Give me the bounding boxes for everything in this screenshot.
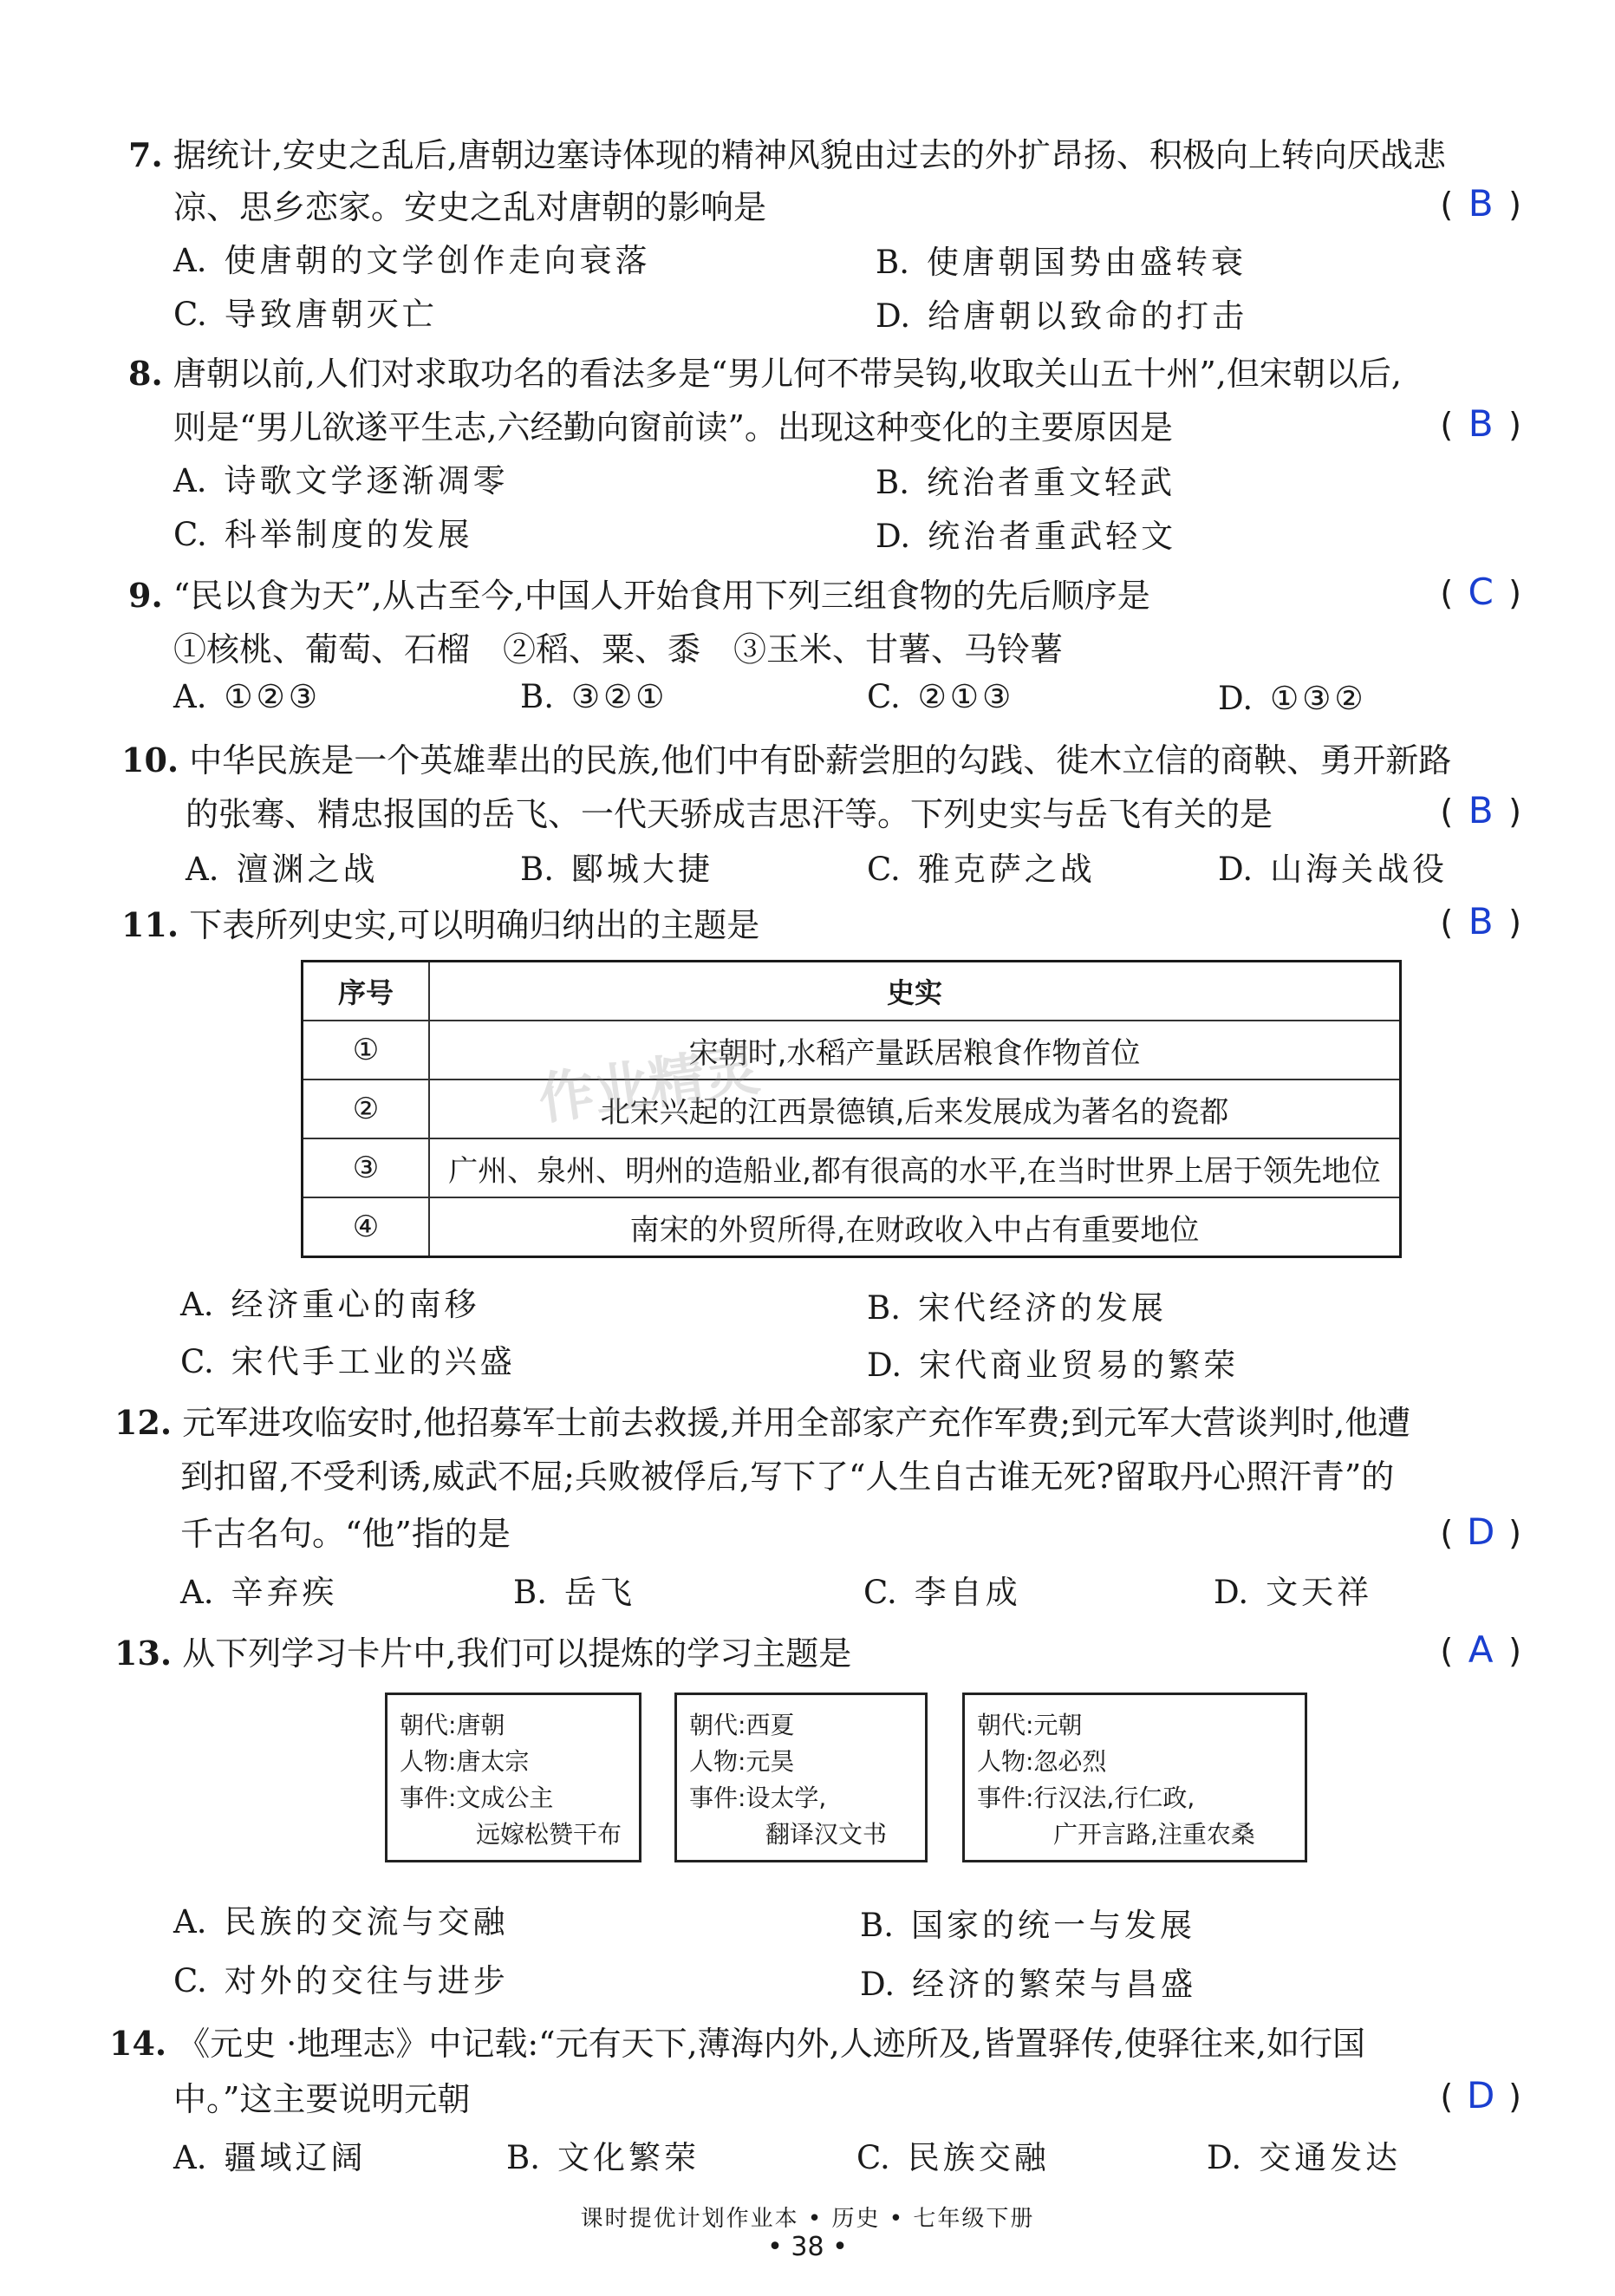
q7-answer: ( B )	[1440, 182, 1521, 225]
q14-option-c: C. 民族交融	[856, 2139, 1050, 2176]
q12-line3: 千古名句。“他”指的是	[180, 1515, 511, 1553]
card-dynasty: 朝代:元朝	[977, 1711, 1083, 1739]
card-event-cont: 广开言路,注重农桑	[1053, 1820, 1255, 1849]
q12-option-d: D. 文天祥	[1214, 1574, 1373, 1611]
q8-option-b: B. 统治者重文轻武	[876, 464, 1175, 501]
q8-answer-letter: B	[1468, 402, 1494, 445]
q14-answer: ( D )	[1440, 2074, 1521, 2117]
watermark: 作业精灵	[534, 1038, 764, 1133]
q10-number: 10.	[121, 740, 179, 779]
study-card-xixia	[674, 1693, 928, 1862]
q13-number: 13.	[114, 1634, 173, 1673]
q12-option-a: A. 辛弃疾	[180, 1574, 338, 1611]
q12-answer-letter: D	[1467, 1510, 1495, 1553]
q9-answer-letter: C	[1468, 571, 1494, 613]
q8-line2: 则是“男儿欲遂平生志,六经勤向窗前读”。出现这种变化的主要原因是	[173, 408, 1173, 447]
q8-text1: 唐朝以前,人们对求取功名的看法多是“男儿何不带吴钩,收取关山五十州”,但宋朝以后,	[173, 355, 1402, 393]
q14-option-b: B. 文化繁荣	[506, 2139, 700, 2176]
card-dynasty: 朝代:唐朝	[400, 1711, 505, 1739]
q9-text1: “民以食为天”,从古至今,中国人开始食用下列三组食物的先后顺序是	[173, 577, 1150, 615]
q12-option-c: C. 李自成	[863, 1574, 1021, 1611]
q9-line2: ①核桃、葡萄、石榴 ②稻、粟、黍 ③玉米、甘薯、马铃薯	[173, 630, 1064, 669]
q7-option-d: D. 给唐朝以致命的打击	[876, 297, 1248, 335]
q11-answer-letter: B	[1468, 900, 1494, 943]
q11-line1	[121, 898, 759, 946]
q13-option-a: A. 民族的交流与交融	[173, 1903, 509, 1941]
q14-line2: 中。”这主要说明元朝	[173, 2080, 471, 2118]
q10-line2: 的张骞、精忠报国的岳飞、一代天骄成吉思汗等。下列史实与岳飞有关的是	[186, 795, 1273, 833]
q10-answer: ( B )	[1440, 789, 1521, 832]
table-header-index: 序号	[303, 962, 430, 1021]
table-cell-index: ①	[303, 1021, 430, 1080]
q12-option-b: B. 岳飞	[513, 1574, 635, 1611]
q11-answer: ( B )	[1440, 900, 1521, 943]
study-card-tang	[385, 1693, 641, 1862]
q8-number: 8.	[128, 354, 163, 393]
table-cell-fact: 南宋的外贸所得,在财政收入中占有重要地位	[429, 1197, 1401, 1257]
q9-option-d: D. ①③②	[1218, 680, 1367, 717]
card-event: 事件:设太学,	[689, 1784, 827, 1812]
footer-page-number: • 38 •	[767, 2232, 848, 2262]
q9-answer: ( C )	[1440, 571, 1521, 613]
q11-option-d: D. 宋代商业贸易的繁荣	[867, 1347, 1240, 1384]
q7-line1	[128, 128, 1446, 176]
q11-option-c: C. 宋代手工业的兴盛	[180, 1343, 516, 1380]
q11-text1: 下表所列史实,可以明确归纳出的主题是	[189, 906, 760, 944]
study-card-yuan	[962, 1693, 1307, 1862]
q10-answer-letter: B	[1468, 789, 1494, 832]
card-person: 人物:元昊	[689, 1747, 795, 1776]
table-row	[303, 1138, 1401, 1197]
q11-option-b: B. 宋代经济的发展	[867, 1289, 1167, 1327]
q12-answer: ( D )	[1440, 1510, 1521, 1553]
card-event-cont: 翻译汉文书	[765, 1820, 888, 1849]
q9-number: 9.	[128, 576, 163, 615]
card-person: 人物:忽必烈	[977, 1747, 1107, 1776]
q8-option-c: C. 科举制度的发展	[173, 516, 473, 553]
table-row	[303, 1080, 1401, 1138]
card-person: 人物:唐太宗	[400, 1747, 530, 1776]
q10-line1	[121, 734, 1451, 781]
q9-option-a: A. ①②③	[173, 678, 321, 715]
q13-text1: 从下列学习卡片中,我们可以提炼的学习主题是	[182, 1634, 852, 1673]
q14-answer-letter: D	[1467, 2074, 1495, 2117]
q10-option-b: B. 郾城大捷	[520, 851, 713, 888]
q10-option-c: C. 雅克萨之战	[867, 851, 1096, 888]
q10-option-d: D. 山海关战役	[1218, 851, 1449, 888]
q13-option-d: D. 经济的繁荣与昌盛	[860, 1966, 1197, 2003]
card-event-cont: 远嫁松赞干布	[476, 1820, 622, 1849]
q8-answer: ( B )	[1440, 402, 1521, 445]
q13-line1	[114, 1627, 851, 1674]
q7-text1: 据统计,安史之乱后,唐朝边塞诗体现的精神风貌由过去的外扩昂扬、积极向上转向厌战悲	[173, 136, 1446, 174]
q8-line1	[128, 347, 1402, 395]
q7-line2: 凉、思乡恋家。安史之乱对唐朝的影响是	[173, 188, 767, 226]
q7-option-c: C. 导致唐朝灭亡	[173, 296, 438, 333]
q12-text1: 元军进攻临安时,他招募军士前去救援,并用全部家产充作军费;到元军大营谈判时,他遭	[182, 1404, 1411, 1442]
q12-line1	[114, 1396, 1410, 1444]
q7-option-a: A. 使唐朝的文学创作走向衰落	[173, 242, 651, 279]
table-row	[303, 1197, 1401, 1257]
q12-number: 12.	[114, 1403, 173, 1442]
q11-facts-table	[301, 960, 1402, 1258]
q7-option-b: B. 使唐朝国势由盛转衰	[876, 244, 1247, 281]
table-cell-fact: 广州、泉州、明州的造船业,都有很高的水平,在当时世界上居于领先地位	[429, 1138, 1401, 1197]
q13-option-c: C. 对外的交往与进步	[173, 1962, 509, 1999]
table-cell-index: ②	[303, 1080, 430, 1138]
q14-text1: 《元史 ·地理志》中记载:“元有天下,薄海内外,人迹所及,皆置驿传,使驿往来,如行国	[177, 2025, 1366, 2063]
q14-option-a: A. 疆域辽阔	[173, 2139, 367, 2176]
q14-option-d: D. 交通发达	[1207, 2139, 1402, 2176]
q9-line1	[128, 569, 1150, 616]
table-row	[303, 1021, 1401, 1080]
q14-line1	[109, 2017, 1365, 2064]
q12-line2: 到扣留,不受利诱,威武不屈;兵败被俘后,写下了“人生自古谁无死?留取丹心照汗青”的	[180, 1458, 1395, 1496]
q13-answer: ( A )	[1440, 1628, 1521, 1671]
table-cell-fact: 北宋兴起的江西景德镇,后来发展成为著名的瓷都	[429, 1080, 1401, 1138]
card-event: 事件:行汉法,行仁政,	[977, 1784, 1195, 1812]
q9-option-b: B. ③②①	[520, 678, 668, 715]
table-header-fact: 史实	[429, 962, 1401, 1021]
q9-option-c: C. ②①③	[867, 678, 1015, 715]
q14-number: 14.	[109, 2024, 167, 2063]
q7-number: 7.	[128, 135, 163, 174]
q11-number: 11.	[121, 905, 179, 944]
card-event: 事件:文成公主	[400, 1784, 554, 1812]
q10-option-a: A. 澶渊之战	[186, 851, 379, 888]
card-dynasty: 朝代:西夏	[689, 1711, 795, 1739]
q8-option-d: D. 统治者重武轻文	[876, 518, 1177, 555]
q7-answer-letter: B	[1468, 182, 1494, 225]
table-header-row	[303, 962, 1401, 1021]
q10-text1: 中华民族是一个英雄辈出的民族,他们中有卧薪尝胆的勾践、徙木立信的商鞅、勇开新路	[189, 741, 1452, 779]
table-cell-index: ③	[303, 1138, 430, 1197]
footer-book-title: 课时提优计划作业本 • 历史 • 七年级下册	[580, 2206, 1035, 2232]
table-cell-index: ④	[303, 1197, 430, 1257]
table-cell-fact: 宋朝时,水稻产量跃居粮食作物首位	[429, 1021, 1401, 1080]
q11-option-a: A. 经济重心的南移	[180, 1286, 480, 1323]
q13-option-b: B. 国家的统一与发展	[860, 1907, 1195, 1944]
q8-option-a: A. 诗歌文学逐渐凋零	[173, 462, 509, 499]
q13-answer-letter: A	[1468, 1628, 1494, 1671]
